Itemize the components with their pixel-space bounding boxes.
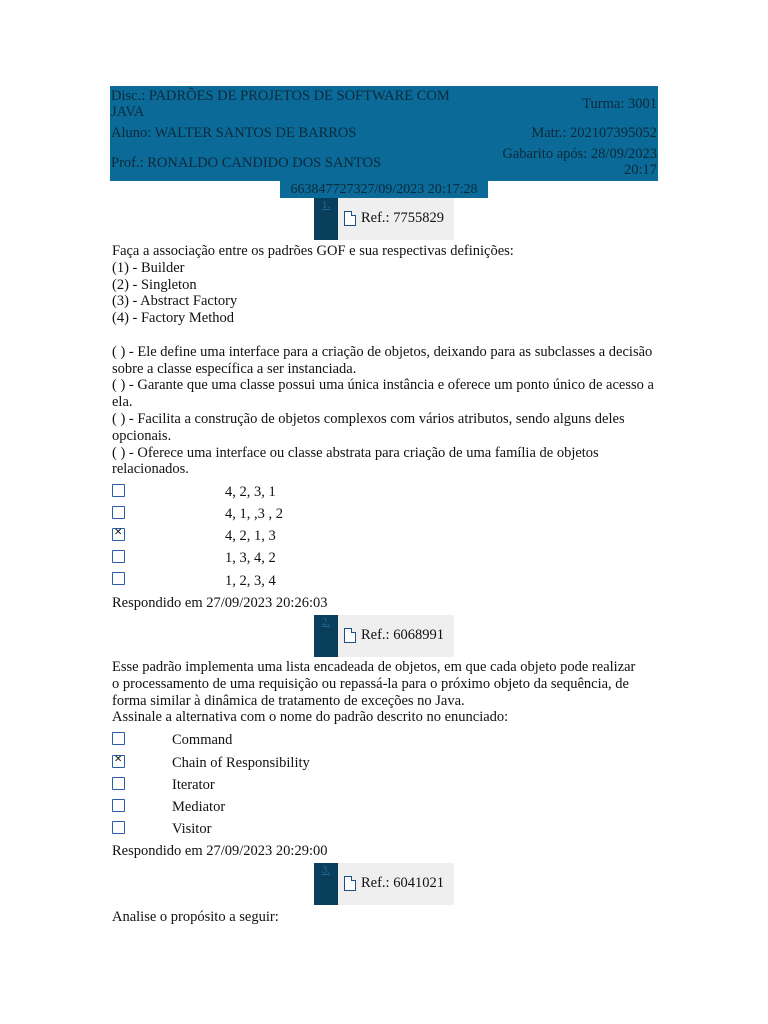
statement-line: (2) - Singleton: [112, 276, 197, 293]
statement-line: Faça a associação entre os padrões GOF e sua respectivas definições:: [112, 243, 514, 259]
statement-line: (4) - Factory Method: [112, 310, 235, 327]
option-checkbox-selected[interactable]: [112, 528, 125, 541]
exam-header: [110, 86, 658, 181]
document-icon: [344, 211, 356, 226]
option-checkbox-selected[interactable]: [112, 755, 125, 768]
option-label: Mediator: [172, 799, 226, 815]
statement-line: ( ) - Ele define uma interface para a criação de objetos, deixando para as subclasses a decisão sobre a classe específica a ser instanciada.: [112, 343, 653, 377]
option-label: Command: [172, 732, 233, 748]
question-1-statement: [112, 243, 657, 478]
option-checkbox[interactable]: [112, 777, 125, 790]
statement-line: (3) - Abstract Factory: [112, 293, 238, 310]
option-label: 4, 2, 3, 1: [225, 484, 276, 500]
statement-line: ( ) - Garante que uma classe possui uma única instância e oferece um ponto único de acesso a ela.: [112, 377, 654, 411]
document-icon: [344, 628, 356, 643]
question-1-ref: Ref.: 7755829: [361, 210, 444, 226]
statement-line: ( ) - Oferece uma interface ou classe abstrata para criação de uma família de objetos relacionados.: [112, 444, 599, 478]
option-label: Iterator: [172, 777, 215, 793]
class-number: Turma: 3001: [582, 96, 657, 112]
option-label: 1, 3, 4, 2: [225, 550, 276, 566]
question-3-ref: Ref.: 6041021: [361, 875, 444, 891]
option-label: 4, 1, ,3 , 2: [225, 506, 283, 522]
question-1-header: [314, 198, 454, 240]
student-name: Aluno: WALTER SANTOS DE BARROS: [111, 125, 357, 141]
question-3-number[interactable]: 3.: [314, 863, 338, 905]
professor-name: Prof.: RONALDO CANDIDO DOS SANTOS: [111, 155, 382, 171]
option-checkbox[interactable]: [112, 821, 125, 834]
question-3-statement: Analise o propósito a seguir:: [112, 909, 279, 925]
option-checkbox[interactable]: [112, 572, 125, 585]
course-name: Disc.: PADRÕES DE PROJETOS DE SOFTWARE COM JAVA: [111, 88, 450, 120]
option-label: Chain of Responsibility: [172, 755, 310, 771]
option-checkbox[interactable]: [112, 799, 125, 812]
option-checkbox[interactable]: [112, 732, 125, 745]
question-3-header: [314, 863, 454, 905]
document-icon: [344, 876, 356, 891]
student-registration: Matr.: 202107395052: [531, 125, 657, 141]
statement-line: ( ) - Facilita a construção de objetos complexos com vários atributos, sendo alguns deles opcionais.: [112, 410, 625, 444]
option-checkbox[interactable]: [112, 506, 125, 519]
option-checkbox[interactable]: [112, 550, 125, 563]
option-label: Visitor: [172, 821, 212, 837]
option-checkbox[interactable]: [112, 484, 125, 497]
statement-line: [112, 327, 657, 344]
question-2-header: [314, 615, 454, 657]
question-2-ref: Ref.: 6068991: [361, 627, 444, 643]
answer-key-date: Gabarito após: 28/09/2023 20:17: [502, 146, 657, 178]
question-2-number[interactable]: 2.: [314, 615, 338, 657]
statement-line: Esse padrão implementa uma lista encadeada de objetos, em que cada objeto pode realizar o processamento de uma requisição ou repassá-la para o próximo objeto da sequência, de forma similar à dinâmica de tratamento de exceções no Java.: [112, 659, 636, 709]
statement-line: (1) - Builder: [112, 259, 185, 276]
question-2-answered-time: Respondido em 27/09/2023 20:29:00: [112, 843, 328, 859]
question-1-number[interactable]: 1.: [314, 198, 338, 240]
statement-line: Assinale a alternativa com o nome do padrão descrito no enunciado:: [112, 709, 509, 726]
option-label: 4, 2, 1, 3: [225, 528, 276, 544]
exam-code: 663847727327/09/2023 20:17:28: [280, 181, 488, 198]
question-1-answered-time: Respondido em 27/09/2023 20:26:03: [112, 595, 328, 611]
option-label: 1, 2, 3, 4: [225, 573, 276, 589]
question-2-statement: [112, 659, 642, 726]
